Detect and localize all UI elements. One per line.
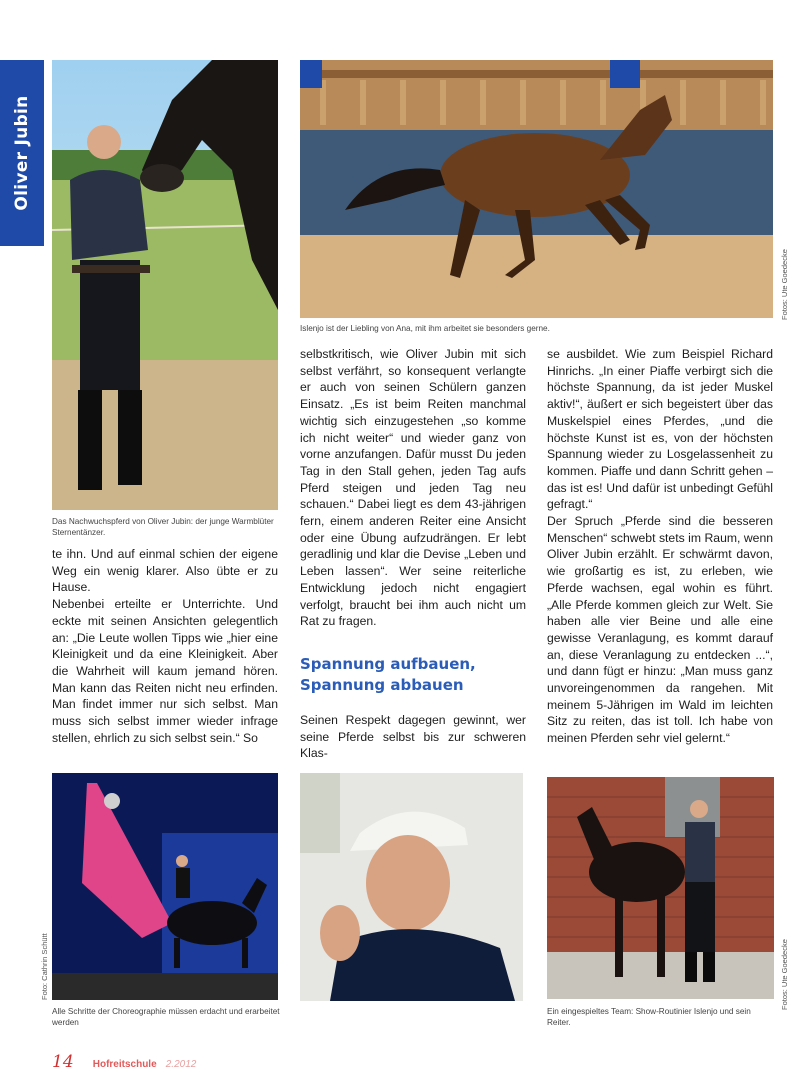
section-heading-line: Spannung abbauen	[300, 676, 464, 694]
issue-date: 2.2012	[165, 1059, 197, 1070]
article-column-right	[547, 346, 773, 747]
page-footer	[52, 1052, 196, 1072]
photo-caption: Islenjo ist der Liebling von Ana, mit ihm arbeitet sie besonders gerne.	[300, 324, 550, 333]
photo-caption: Das Nachwuchspferd von Oliver Jubin: der junge Warmblüter Sternentänzer.	[52, 517, 274, 537]
paragraph: Nebenbei erteilte er Unterrichte. Und eckte mit seinen Ansichten gelegentlich an: „Die Leute wollen Tipps wie „hier eine Kleinigkeit und da eine Kleinigkeit. Aber die Wahrheit will kaum jemand hören. Man kann das Reiten nicht neu erfinden. Man findet immer nur sich selbst. Man muss sich selbst immer wieder infrage stellen, ehrlich zu sich selbst sein.“ So	[52, 597, 278, 745]
photo-show-performance	[52, 773, 278, 1000]
photo-caption: Alle Schritte der Choreographie müssen erdacht und erarbeitet werden	[52, 1007, 280, 1027]
page-number: 14	[52, 1052, 74, 1072]
paragraph: Der Spruch „Pferde sind die besseren Menschen“ schwebt stets im Raum, wenn Oliver Jubin erzählt. Er schwärmt davon, wie großartig es ist, zu erleben, wie Pferde wachsen, egal wohin es führt. „Alle Pferde kommen gleich zur Welt. Sie haben alle vier Beine und alle eine gewisse Veranlagung, es kommt darauf an, diese Veranlagung zu entdecken ...“, und dann fügt er hinzu: „Man muss ganz unvoreingenommen da rangehen. Mit meinem 5-Jährigen im Wald im leichten Sitz zu reiten, das ist toll. Ich habe von meinen Pferden sehr viel gelernt.“	[547, 514, 773, 746]
section-heading-line: Spannung aufbauen,	[300, 655, 476, 673]
photo-credit: Fotos: Ute Goedecke	[780, 249, 789, 320]
paragraph: Seinen Respekt dagegen gewinnt, wer seine Pferde selbst bis zur schweren Klas-	[300, 713, 526, 761]
paragraph: se ausbildet. Wie zum Beispiel Richard Hinrichs. „In einer Piaffe verbirgt sich die höchste Spannung, da ist jeder Muskel aktiv!“, äußert er sich begeistert über das Muskelspiel eines Pferdes, „und die höchste Kunst ist es, von der höchsten Spannung wieder zu Losgelassenheit zu kommen. Piaffe und dann Schritt gehen – das ist es! Und dafür ist unbedingt Gefühl gefragt.“	[547, 347, 773, 512]
section-tab	[0, 60, 44, 246]
photo-caption: Ein eingespieltes Team: Show-Routinier Islenjo und sein Reiter.	[547, 1007, 751, 1027]
article-column-left	[52, 546, 278, 746]
magazine-title: Hofreitschule	[92, 1059, 157, 1070]
paragraph: te ihn. Und auf einmal schien der eigene Weg ein wenig klarer. Also übte er zu Hause.	[52, 547, 278, 595]
article-column-middle-continued	[300, 712, 526, 762]
article-column-middle	[300, 346, 526, 630]
photo-team-at-stable	[547, 777, 774, 999]
photo-credit: Fotos: Ute Goedecke	[780, 939, 789, 1010]
paragraph: selbstkritisch, wie Oliver Jubin mit sich selbst verfährt, so konsequent verlangte er auch von seinen Schülern ganzen Einsatz. „Es ist beim Reiten manchmal wichtig sich einzugestehen „so komme ich nicht weiter“ und wieder ganz von vorne anzufangen. Dafür musst Du jeden Tag in den Stall gehen, jeden Tag aufs Pferd steigen und jeden Tag neu schauen.“ Dabei liegt es dem 43-jährigen fern, einem anderen Reiter eine Ansicht oder eine Übung aufzudrängen. Er lebt geradlinig und klar die Devise „Leben und Leben lassen“. Wer seine reiterliche Entwicklung jedoch nicht engagiert verfolgt, braucht bei ihm auch nicht um Rat zu fragen.	[300, 347, 526, 629]
photo-credit: Foto: Cathrin Schütt	[40, 933, 49, 1000]
section-tab-label: Oliver Jubin	[12, 95, 32, 211]
photo-rider-with-young-horse	[52, 60, 278, 510]
section-heading	[300, 654, 526, 696]
photo-portrait-with-cap	[300, 773, 523, 1001]
photo-horse-in-arena	[300, 60, 773, 318]
